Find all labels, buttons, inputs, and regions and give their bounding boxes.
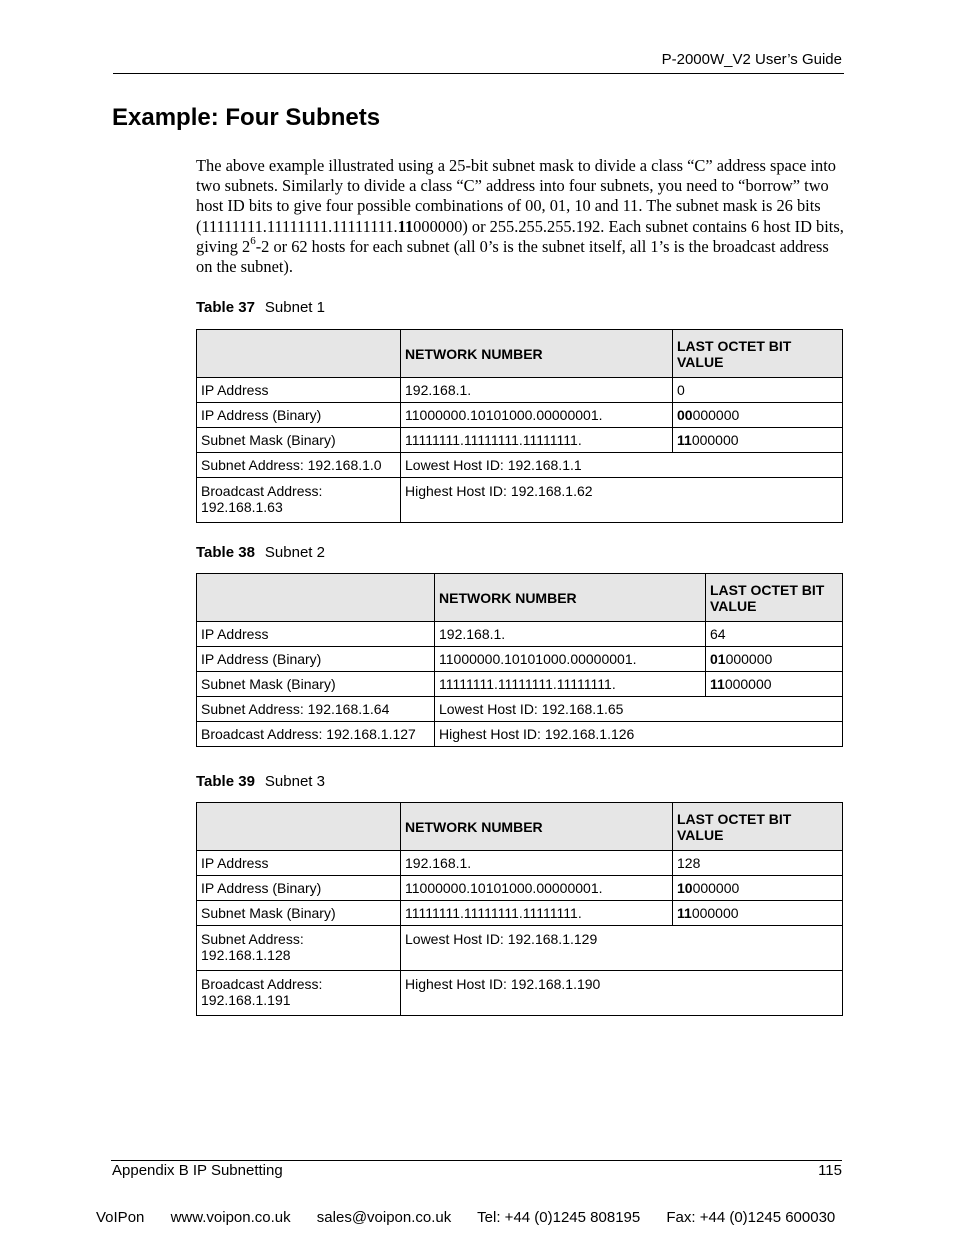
header-rule bbox=[113, 73, 844, 74]
table-row bbox=[197, 478, 843, 523]
broadcast-address-cell: Broadcast Address: 192.168.1.63 bbox=[197, 478, 401, 523]
last-octet-cell bbox=[706, 672, 843, 697]
table-label: Table 37 bbox=[196, 299, 255, 316]
intro-text-1: The above example illustrated using a 25-bit subnet mask to divide a class “C” address space into two subnets. Similarly to divide a class “C” address into four subnets, you need to “borrow” two host ID bits to give four possible combinations of 00, 01, 10 and 11. The subnet mask is 26 bits (11111111.11111111.11111111. bbox=[196, 156, 836, 236]
lowest-host-cell: Lowest Host ID: 192.168.1.65 bbox=[435, 697, 843, 722]
network-number-cell: 11000000.10101000.00000001. bbox=[401, 403, 673, 428]
host-bits: 000000 bbox=[692, 880, 740, 896]
table-row bbox=[197, 901, 843, 926]
highest-host-cell: Highest Host ID: 192.168.1.126 bbox=[435, 722, 843, 747]
table-row bbox=[197, 453, 843, 478]
intro-text-3: -2 or 62 hosts for each subnet (all 0’s is the subnet itself, all 1’s is the broadcast address on the subnet). bbox=[196, 236, 829, 277]
contact-bar bbox=[96, 1209, 835, 1226]
subnet-bits: 11 bbox=[710, 676, 725, 692]
network-number-cell: 11111111.11111111.11111111. bbox=[401, 428, 673, 453]
last-octet-cell bbox=[706, 647, 843, 672]
header-cell-blank bbox=[197, 330, 401, 378]
highest-host-cell: Highest Host ID: 192.168.1.62 bbox=[401, 478, 843, 523]
table-row bbox=[197, 403, 843, 428]
table-row bbox=[197, 428, 843, 453]
subnet-1-table bbox=[196, 329, 843, 523]
header-cell-last-octet: LAST OCTET BIT VALUE bbox=[673, 330, 843, 378]
running-header-title: P-2000W_V2 User’s Guide bbox=[661, 51, 842, 68]
table-row bbox=[197, 378, 843, 403]
row-label: Subnet Mask (Binary) bbox=[197, 428, 401, 453]
last-octet-cell bbox=[673, 901, 843, 926]
row-label: IP Address (Binary) bbox=[197, 876, 401, 901]
header-cell-last-octet: LAST OCTET BIT VALUE bbox=[673, 803, 843, 851]
subnet-address-cell: Subnet Address: 192.168.1.64 bbox=[197, 697, 435, 722]
broadcast-address-cell: Broadcast Address: 192.168.1.191 bbox=[197, 971, 401, 1016]
last-octet-cell: 128 bbox=[673, 851, 843, 876]
footer-rule bbox=[111, 1160, 842, 1161]
host-bits: 000000 bbox=[724, 676, 772, 692]
last-octet-cell bbox=[673, 428, 843, 453]
table-label: Table 38 bbox=[196, 544, 255, 561]
last-octet-cell bbox=[673, 876, 843, 901]
table-row bbox=[197, 722, 843, 747]
header-cell-network-number: NETWORK NUMBER bbox=[401, 330, 673, 378]
intro-exponent: 6 bbox=[250, 235, 256, 248]
row-label: IP Address bbox=[197, 622, 435, 647]
row-label: IP Address bbox=[197, 378, 401, 403]
table-header-row bbox=[197, 803, 843, 851]
network-number-cell: 11000000.10101000.00000001. bbox=[435, 647, 706, 672]
telephone: Tel: +44 (0)1245 808195 bbox=[477, 1209, 641, 1226]
network-number-cell: 192.168.1. bbox=[401, 851, 673, 876]
highest-host-cell: Highest Host ID: 192.168.1.190 bbox=[401, 971, 843, 1016]
subnet-bits: 00 bbox=[677, 407, 693, 423]
lowest-host-cell: Lowest Host ID: 192.168.1.129 bbox=[401, 926, 843, 971]
host-bits: 000000 bbox=[691, 432, 739, 448]
row-label: IP Address (Binary) bbox=[197, 403, 401, 428]
row-label: IP Address bbox=[197, 851, 401, 876]
table-row bbox=[197, 647, 843, 672]
header-cell-blank bbox=[197, 803, 401, 851]
table-title: Subnet 3 bbox=[264, 773, 325, 790]
website-link[interactable]: www.voipon.co.uk bbox=[170, 1209, 291, 1226]
last-octet-cell: 64 bbox=[706, 622, 843, 647]
email-link[interactable]: sales@voipon.co.uk bbox=[316, 1209, 452, 1226]
table-title: Subnet 2 bbox=[264, 544, 325, 561]
header-cell-network-number: NETWORK NUMBER bbox=[401, 803, 673, 851]
fax: Fax: +44 (0)1245 600030 bbox=[666, 1209, 836, 1226]
host-bits: 000000 bbox=[725, 651, 773, 667]
header-cell-network-number: NETWORK NUMBER bbox=[435, 574, 706, 622]
page-title: Example: Four Subnets bbox=[112, 104, 381, 131]
header-cell-blank bbox=[197, 574, 435, 622]
subnet-bits: 11 bbox=[677, 432, 692, 448]
subnet-address-cell: Subnet Address: 192.168.1.128 bbox=[197, 926, 401, 971]
table-label: Table 39 bbox=[196, 773, 255, 790]
network-number-cell: 192.168.1. bbox=[401, 378, 673, 403]
intro-bold-bits: 11 bbox=[397, 216, 414, 236]
table-caption-subnet-1 bbox=[196, 299, 325, 316]
broadcast-address-cell: Broadcast Address: 192.168.1.127 bbox=[197, 722, 435, 747]
host-bits: 000000 bbox=[692, 407, 740, 423]
subnet-bits: 11 bbox=[677, 905, 692, 921]
intro-text-2: 000000) or 255.255.255.192. Each subnet contains 6 host ID bits, giving 2 bbox=[196, 216, 844, 256]
table-caption-subnet-3 bbox=[196, 773, 325, 790]
table-row bbox=[197, 851, 843, 876]
table-row bbox=[197, 672, 843, 697]
network-number-cell: 11000000.10101000.00000001. bbox=[401, 876, 673, 901]
table-row bbox=[197, 876, 843, 901]
network-number-cell: 11111111.11111111.11111111. bbox=[401, 901, 673, 926]
network-number-cell: 192.168.1. bbox=[435, 622, 706, 647]
table-row bbox=[197, 971, 843, 1016]
subnet-address-cell: Subnet Address: 192.168.1.0 bbox=[197, 453, 401, 478]
page-number: 115 bbox=[818, 1162, 842, 1179]
table-row bbox=[197, 697, 843, 722]
company-name: VoIPon bbox=[96, 1209, 145, 1226]
subnet-bits: 01 bbox=[710, 651, 726, 667]
table-row bbox=[197, 622, 843, 647]
subnet-2-table bbox=[196, 573, 843, 747]
header-cell-last-octet: LAST OCTET BIT VALUE bbox=[706, 574, 843, 622]
footer-section-title: Appendix B IP Subnetting bbox=[112, 1162, 283, 1179]
row-label: IP Address (Binary) bbox=[197, 647, 435, 672]
table-caption-subnet-2 bbox=[196, 544, 325, 561]
row-label: Subnet Mask (Binary) bbox=[197, 672, 435, 697]
lowest-host-cell: Lowest Host ID: 192.168.1.1 bbox=[401, 453, 843, 478]
last-octet-cell: 0 bbox=[673, 378, 843, 403]
table-row bbox=[197, 926, 843, 971]
table-header-row bbox=[197, 330, 843, 378]
intro-paragraph bbox=[196, 156, 846, 277]
table-title: Subnet 1 bbox=[264, 299, 325, 316]
last-octet-cell bbox=[673, 403, 843, 428]
subnet-3-table bbox=[196, 802, 843, 1016]
row-label: Subnet Mask (Binary) bbox=[197, 901, 401, 926]
subnet-bits: 10 bbox=[677, 880, 693, 896]
table-header-row bbox=[197, 574, 843, 622]
network-number-cell: 11111111.11111111.11111111. bbox=[435, 672, 706, 697]
host-bits: 000000 bbox=[691, 905, 739, 921]
